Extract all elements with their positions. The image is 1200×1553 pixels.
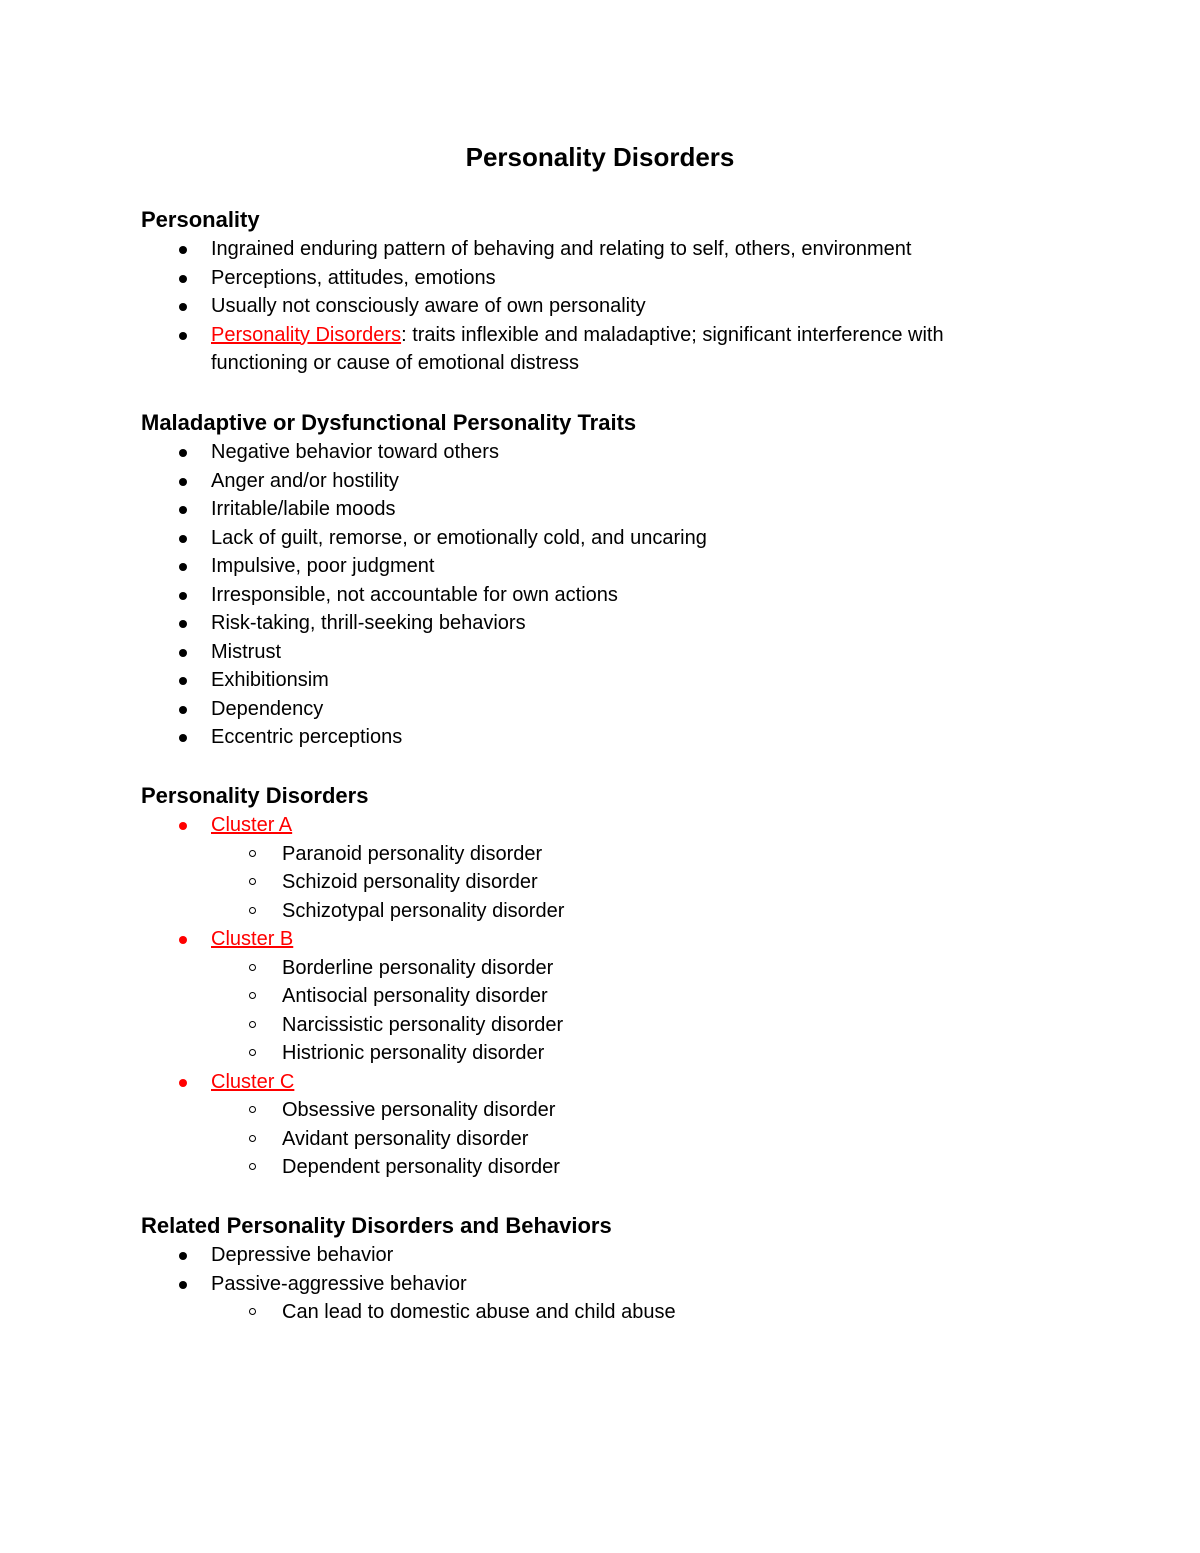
list-item-text: Schizotypal personality disorder <box>282 899 565 922</box>
list-item-text: Avidant personality disorder <box>282 1127 529 1150</box>
circle-bullet-icon <box>249 964 256 971</box>
list-item-text: Mistrust <box>211 640 281 663</box>
list-item-text: Narcissistic personality disorder <box>282 1013 564 1036</box>
circle-bullet-icon <box>249 1308 256 1315</box>
list-item-text: Histrionic personality disorder <box>282 1042 545 1064</box>
circle-bullet-icon <box>249 1021 256 1028</box>
bullet-icon <box>179 936 187 944</box>
list-item-text: Depressive behavior <box>211 1244 394 1266</box>
sub-list-item <box>0 897 1082 926</box>
list-item <box>0 1270 1011 1299</box>
list-item <box>0 524 1011 553</box>
list-item <box>0 321 1011 378</box>
list-item-text: Ingrained enduring pattern of behaving and relating to self, others, environment <box>211 238 912 260</box>
list-item-text: Impulsive, poor judgment <box>211 555 435 577</box>
bullet-icon <box>179 649 187 657</box>
list-item-text: Eccentric perceptions <box>211 726 403 748</box>
personality-disorders-link[interactable]: Personality Disorders <box>211 323 402 346</box>
list-item-text: Obsessive personality disorder <box>282 1099 556 1121</box>
list-item <box>0 292 1011 321</box>
list-item <box>0 438 1011 467</box>
list-item-text: Perceptions, attitudes, emotions <box>211 266 496 289</box>
list-item-text: Schizoid personality disorder <box>282 871 538 893</box>
bullet-icon <box>179 506 187 514</box>
sub-list-item <box>0 1125 1082 1154</box>
bullet-icon <box>179 706 187 714</box>
section-heading-maladaptive-traits: Maladaptive or Dysfunctional Personality Traits <box>141 410 637 435</box>
bullet-icon <box>179 677 187 685</box>
circle-bullet-icon <box>249 992 256 999</box>
sub-list-item <box>0 1096 1082 1125</box>
bullet-icon <box>179 1252 187 1260</box>
bullet-icon <box>179 563 187 571</box>
list-item-text: Can lead to domestic abuse and child abuse <box>282 1301 676 1323</box>
section-heading-personality-disorders: Personality Disorders <box>141 783 369 808</box>
list-item <box>0 495 1011 524</box>
list-item-text: Anger and/or hostility <box>211 469 399 492</box>
list-item-text: Passive-aggressive behavior <box>211 1272 467 1295</box>
list-item-text: Irritable/labile moods <box>211 498 396 520</box>
cluster-item <box>0 925 1011 954</box>
document-title: Personality Disorders <box>465 142 735 172</box>
list-item-text: Negative behavior toward others <box>211 441 499 463</box>
cluster-c-link[interactable]: Cluster C <box>211 1070 295 1093</box>
list-item <box>0 609 1011 638</box>
bullet-icon <box>179 275 187 283</box>
cluster-a-link[interactable]: Cluster A <box>211 814 293 836</box>
circle-bullet-icon <box>249 1049 256 1056</box>
cluster-b-link[interactable]: Cluster B <box>211 928 294 950</box>
list-item <box>0 581 1011 610</box>
sub-list-item <box>0 1011 1082 1040</box>
bullet-icon <box>179 449 187 457</box>
list-item-text: Usually not consciously aware of own personality <box>211 295 646 317</box>
circle-bullet-icon <box>249 1106 256 1113</box>
maladaptive-traits-list <box>0 438 1200 752</box>
list-item <box>0 467 1011 496</box>
circle-bullet-icon <box>249 1135 256 1142</box>
bullet-icon <box>179 246 187 254</box>
circle-bullet-icon <box>249 850 256 857</box>
section-heading-personality: Personality <box>141 207 260 232</box>
sub-list-item <box>0 982 1082 1011</box>
sub-list-item <box>0 1298 1082 1327</box>
section-heading-related-disorders: Related Personality Disorders and Behaviors <box>141 1213 612 1238</box>
sub-list-item <box>0 868 1082 897</box>
list-item <box>0 235 1011 264</box>
cluster-item <box>0 811 1011 840</box>
list-item-text: Paranoid personality disorder <box>282 842 543 865</box>
bullet-icon <box>179 478 187 486</box>
list-item-text: Antisocial personality disorder <box>282 985 548 1007</box>
circle-bullet-icon <box>249 878 256 885</box>
list-item-text: Dependency <box>211 697 324 720</box>
clusters-list <box>0 811 1200 1182</box>
personality-list <box>0 235 1200 378</box>
sub-list-item <box>0 840 1082 869</box>
bullet-icon <box>179 1281 187 1289</box>
related-disorders-list <box>0 1241 1200 1327</box>
list-item <box>0 552 1011 581</box>
bullet-icon <box>179 822 187 830</box>
list-item <box>0 695 1011 724</box>
list-item <box>0 1241 1011 1270</box>
list-item <box>0 264 1011 293</box>
bullet-icon <box>179 592 187 600</box>
bullet-icon <box>179 303 187 311</box>
bullet-icon <box>179 620 187 628</box>
list-item-text: : traits inflexible and maladaptive; significant interference with functioning or cause of emotional distress <box>211 323 944 374</box>
list-item <box>0 723 1011 752</box>
list-item-text: Dependent personality disorder <box>282 1156 560 1178</box>
list-item-text: Irresponsible, not accountable for own actions <box>211 583 618 606</box>
list-item <box>0 666 1011 695</box>
list-item-text: Exhibitionsim <box>211 669 329 691</box>
list-item-text: Borderline personality disorder <box>282 956 554 979</box>
sub-list-item <box>0 1153 1082 1182</box>
bullet-icon <box>179 535 187 543</box>
circle-bullet-icon <box>249 1163 256 1170</box>
bullet-icon <box>179 332 187 340</box>
sub-list-item <box>0 954 1082 983</box>
list-item-text: Lack of guilt, remorse, or emotionally cold, and uncaring <box>211 526 707 549</box>
bullet-icon <box>179 734 187 742</box>
circle-bullet-icon <box>249 907 256 914</box>
list-item-text: Risk-taking, thrill-seeking behaviors <box>211 612 526 634</box>
list-item <box>0 638 1011 667</box>
cluster-item <box>0 1068 1011 1097</box>
bullet-icon <box>179 1079 187 1087</box>
sub-list-item <box>0 1039 1082 1068</box>
